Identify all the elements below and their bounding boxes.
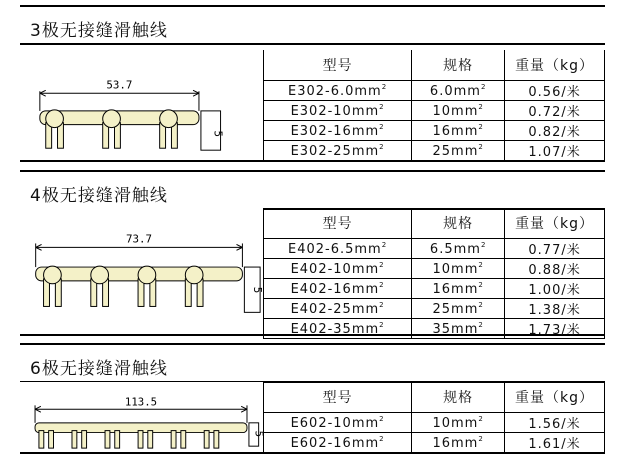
section-2-header (20, 170, 605, 210)
header-weight: 重量（kg） (505, 208, 605, 239)
header-weight: 重量（kg） (505, 382, 605, 413)
table-row: $E302-6.0mm^2$ $6.0mm^2$ 0.56/米 (264, 81, 605, 101)
table-row: $E302-16mm^2$ $16mm^2$ 0.82/米 (264, 121, 605, 141)
table-row: $E402-25mm^2$ $25mm^2$ 1.38/米 (264, 299, 605, 319)
section-3-profile-diagram (20, 382, 266, 452)
table-row: $E402-16mm^2$ $16mm^2$ 1.00/米 (264, 279, 605, 299)
section-1-header (20, 5, 605, 45)
section-3-dimension: 113.5 (124, 395, 158, 409)
header-spec: 规格 (412, 208, 505, 239)
header-spec: 规格 (412, 382, 505, 413)
table-row: $E302-10mm^2$ $10mm^2$ 0.72/米 (264, 101, 605, 121)
section-3-height-label: 5 (252, 430, 266, 438)
section-2-title: 4极无接缝滑触线 (30, 186, 168, 206)
section-1-profile-diagram (20, 50, 263, 160)
table-row: $E402-35mm^2$ $35mm^2$ 1.73/米 (264, 319, 605, 339)
section-1-block (20, 50, 605, 162)
header-weight: 重量（kg） (505, 50, 605, 81)
header-model: 型号 (264, 208, 412, 239)
section-3-header (20, 343, 605, 383)
header-spec: 规格 (412, 50, 505, 81)
table-row: $E602-16mm^2$ $16mm^2$ 1.61/米 (264, 433, 605, 453)
section-2-dimension: 73.7 (126, 232, 153, 246)
section-3-table (263, 382, 605, 453)
table-row: $E402-10mm^2$ $10mm^2$ 0.88/米 (264, 259, 605, 279)
section-2-height-label: 5 (251, 286, 265, 294)
table-row: $E602-10mm^2$ $10mm^2$ 1.56/米 (264, 413, 605, 433)
section-1-height-label: 5 (211, 130, 225, 138)
section-2-table (263, 208, 605, 339)
section-3-title: 6极无接缝滑触线 (30, 359, 168, 379)
section-3-block (20, 382, 605, 454)
section-1-title: 3极无接缝滑触线 (30, 21, 168, 41)
section-1-dimension: 53.7 (106, 78, 133, 92)
header-model: 型号 (264, 382, 412, 413)
section-2-block (20, 208, 605, 336)
header-model: 型号 (264, 50, 412, 81)
section-1-table (263, 50, 605, 161)
table-row: $E402-6.5mm^2$ $6.5mm^2$ 0.77/米 (264, 239, 605, 259)
section-2-profile-diagram (20, 208, 263, 334)
table-row: $E302-25mm^2$ $25mm^2$ 1.07/米 (264, 141, 605, 161)
